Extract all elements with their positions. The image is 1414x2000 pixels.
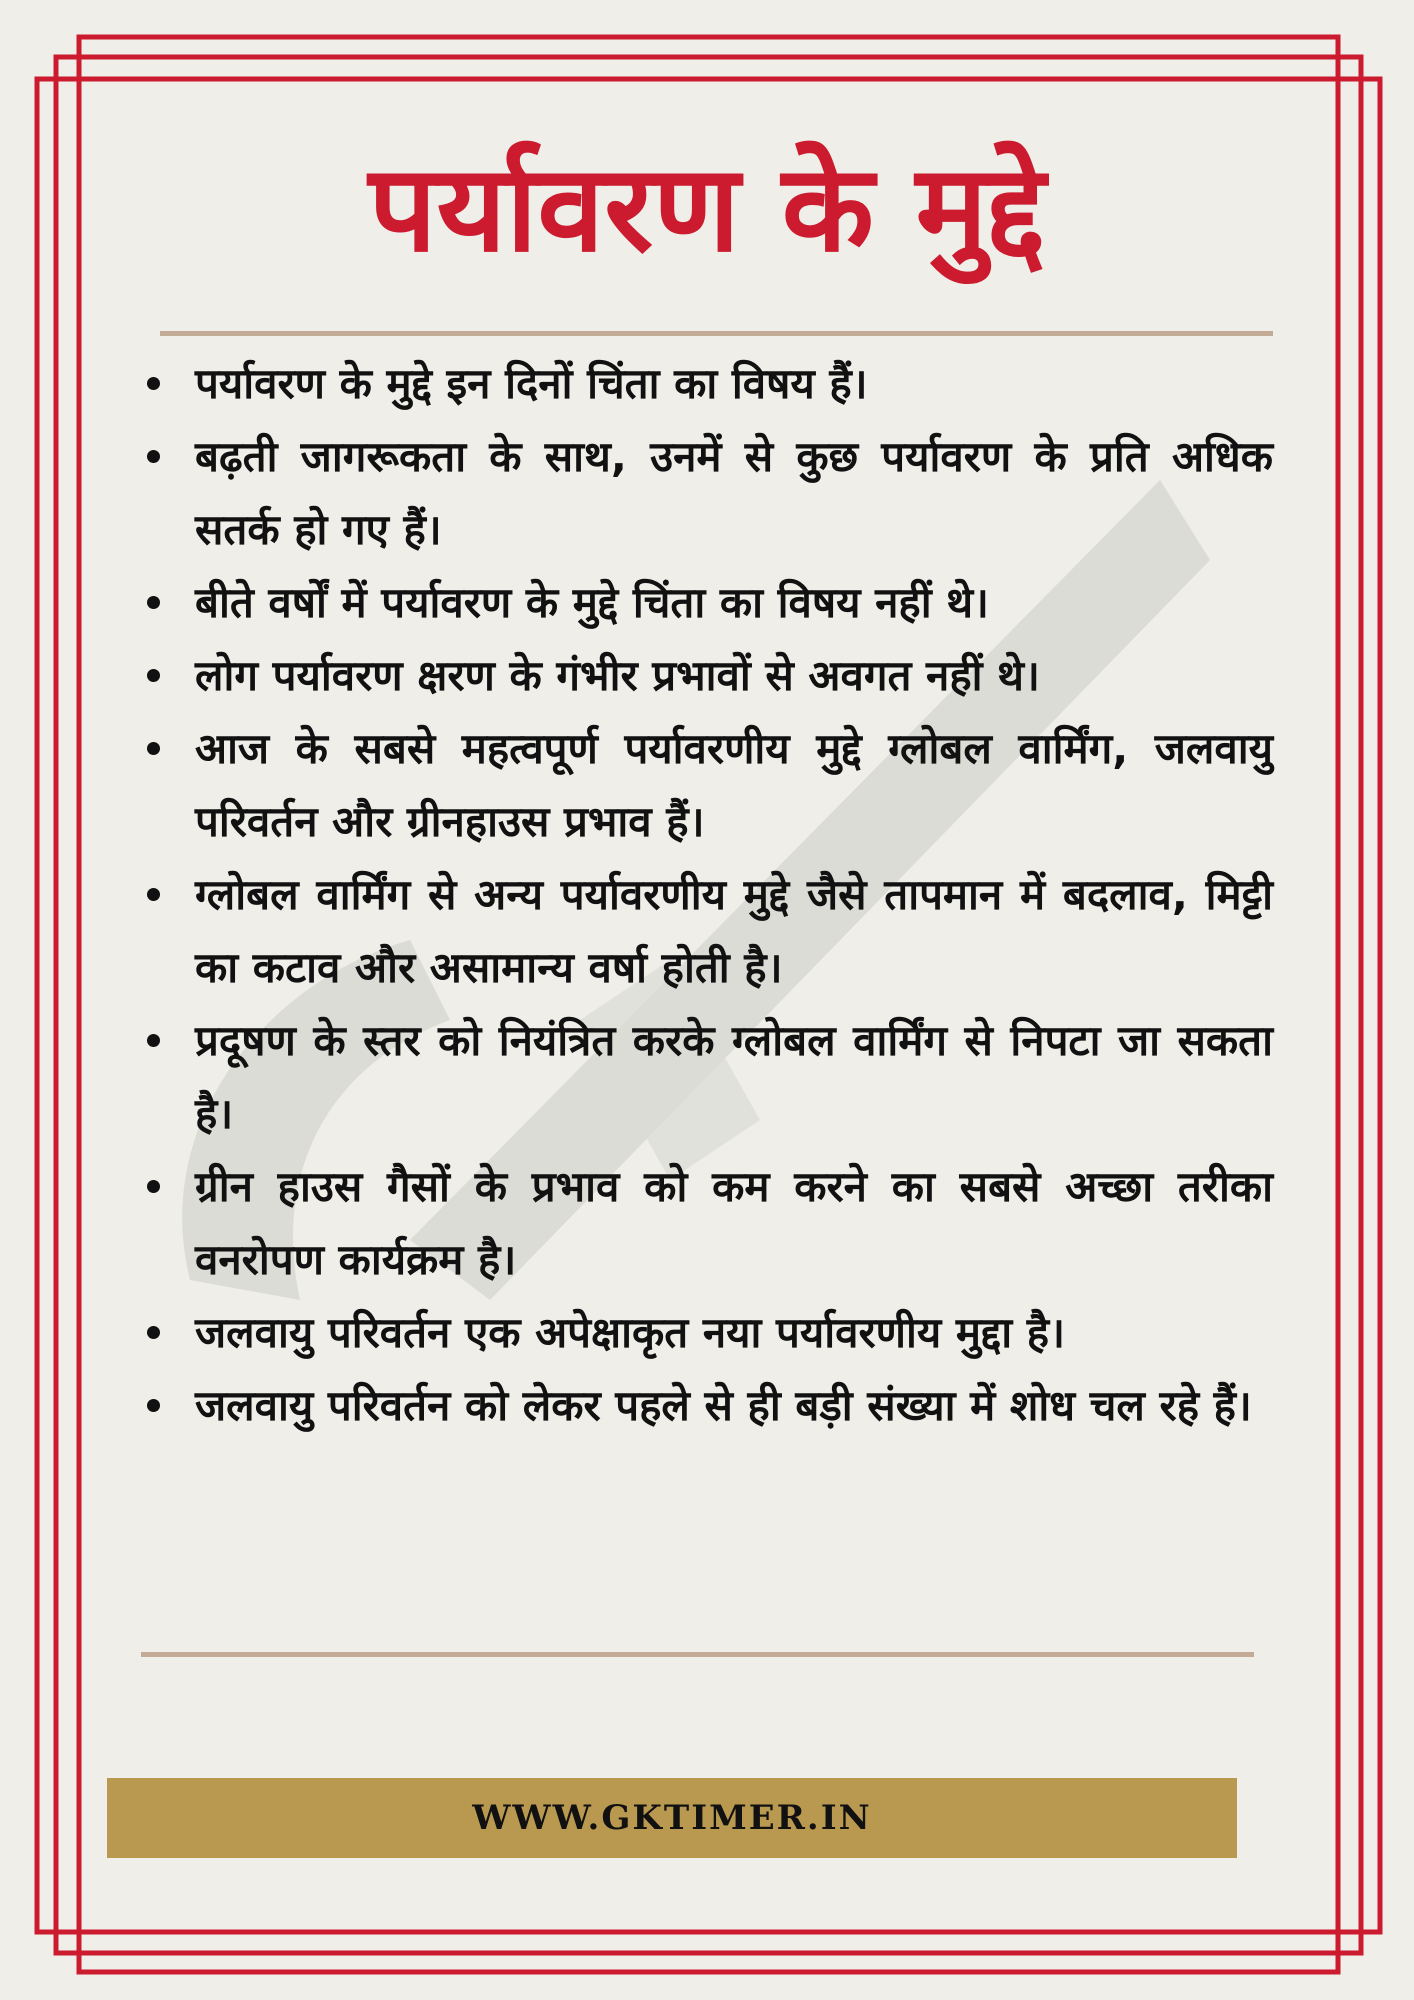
- list-item: [195, 1369, 1273, 1442]
- list-item-text: लोग पर्यावरण क्षरण के गंभीर प्रभावों से अवगत नहीं थे।: [195, 651, 1040, 700]
- list-item: [195, 420, 1273, 566]
- list-item: [195, 347, 1273, 420]
- list-item: [195, 639, 1273, 712]
- website-link[interactable]: WWW.GKTIMER.IN: [472, 1798, 872, 1838]
- list-item-text: प्रदूषण के स्तर को नियंत्रित करके ग्लोबल वार्मिंग से निपटा जा सकता है।: [195, 1016, 1273, 1138]
- footer-banner: [107, 1778, 1237, 1858]
- list-item-text: बीते वर्षों में पर्यावरण के मुद्दे चिंता का विषय नहीं थे।: [195, 578, 989, 627]
- bullet-icon: [147, 1034, 160, 1047]
- list-item-text: ग्रीन हाउस गैसों के प्रभाव को कम करने का सबसे अच्छा तरीका वनरोपण कार्यक्रम है।: [195, 1162, 1273, 1284]
- list-item-text: जलवायु परिवर्तन एक अपेक्षाकृत नया पर्यावरणीय मुद्दा है।: [195, 1308, 1066, 1357]
- bullet-icon: [147, 742, 160, 755]
- bullet-icon: [147, 377, 160, 390]
- list-item-text: जलवायु परिवर्तन को लेकर पहले से ही बड़ी संख्या में शोध चल रहे हैं।: [195, 1381, 1252, 1430]
- bullet-icon: [147, 669, 160, 682]
- bullet-icon: [147, 596, 160, 609]
- list-item: [195, 1296, 1273, 1369]
- list-item: [195, 1150, 1273, 1296]
- list-item-text: ग्लोबल वार्मिंग से अन्य पर्यावरणीय मुद्दे जैसे तापमान में बदलाव, मिट्टी का कटाव और असामान्य वर्षा होती है।: [195, 870, 1273, 992]
- list-item: [195, 858, 1273, 1004]
- bullet-icon: [147, 1326, 160, 1339]
- bullet-icon: [147, 450, 160, 463]
- bullet-icon: [147, 888, 160, 901]
- bottom-divider: [141, 1652, 1254, 1657]
- bullet-list: [195, 347, 1273, 1442]
- list-item: [195, 712, 1273, 858]
- list-item: [195, 1004, 1273, 1150]
- top-divider: [160, 331, 1273, 336]
- list-item-text: आज के सबसे महत्वपूर्ण पर्यावरणीय मुद्दे ग्लोबल वार्मिंग, जलवायु परिवर्तन और ग्रीनहाउस प्रभाव हैं।: [195, 724, 1273, 846]
- bullet-icon: [147, 1180, 160, 1193]
- list-item: [195, 566, 1273, 639]
- list-item-text: पर्यावरण के मुद्दे इन दिनों चिंता का विषय हैं।: [195, 359, 868, 408]
- bullet-icon: [147, 1399, 160, 1412]
- page-title: पर्यावरण के मुद्दे: [368, 140, 1046, 279]
- list-item-text: बढ़ती जागरूकता के साथ, उनमें से कुछ पर्यावरण के प्रति अधिक सतर्क हो गए हैं।: [195, 432, 1273, 554]
